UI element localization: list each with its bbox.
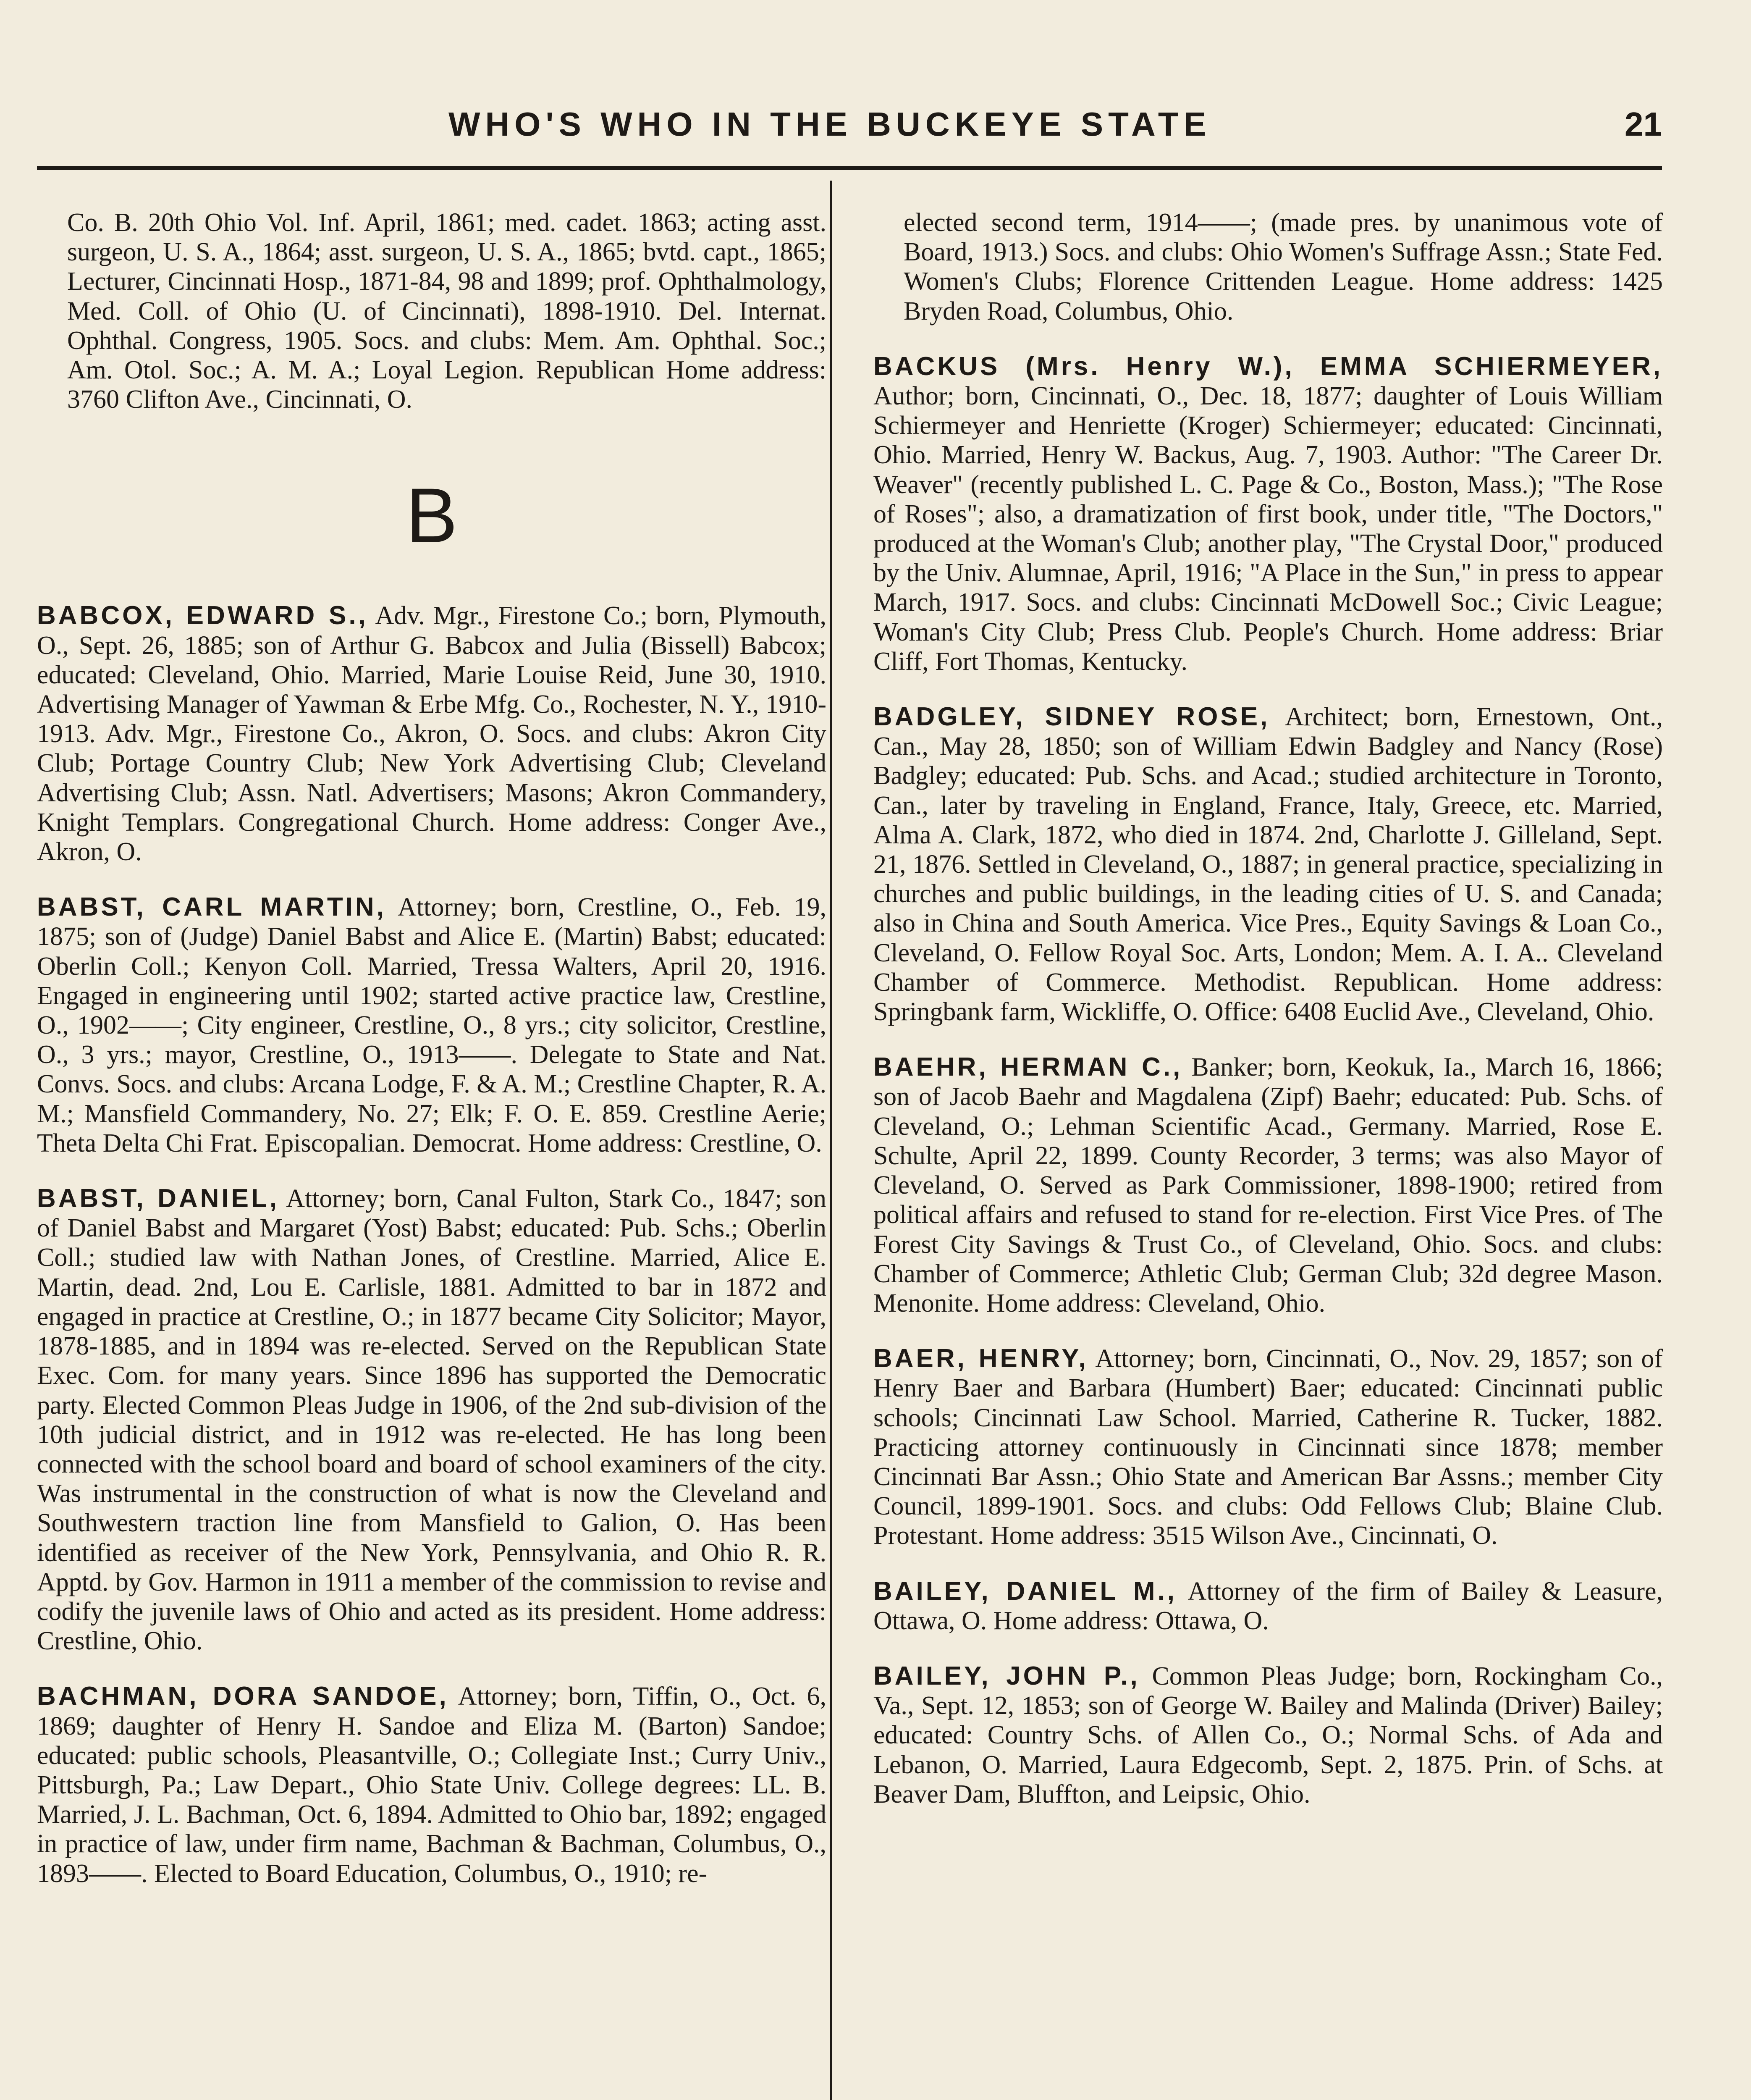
entry-text: Attorney of the firm of Bailey & Leasure, Ottawa, O. Home address: Ottawa, O. bbox=[873, 1577, 1663, 1635]
entry-text: elected second term, 1914——; (made pres. by unanimous vote of Board, 1913.) Socs. and clubs: Ohio Women's Suffrage Assn.; State Fed. Women's Clubs; Florence Crittenden League. Home address: 1425 Bryden Road, Columbus, Ohio. bbox=[904, 208, 1663, 326]
entry-text: Architect; born, Ernestown, Ont., Can., May 28, 1850; son of William Edwin Badgley and Nancy (Rose) Badgley; educated: Pub. Schs. and Acad.; studied architecture in Toronto, Can., later by traveling in England, France, Italy, Greece, etc. Married, Alma A. Clark, 1872, who died in 1874. 2nd, Charlotte J. Gilleland, Sept. 21, 1876. Settled in Cleveland, O., 1887; in general practice, specializing in churches and public buildings, in the leading cities of U. S. and Canada; also in China and South America. Vice Pres., Equity Savings & Loan Co., Cleveland, O. Fellow Royal Soc. Arts, London; Mem. A. I. A.. Cleveland Chamber of Commerce. Methodist. Republican. Home address: Springbank farm, Wickliffe, O. Office: 6408 Euclid Ave., Cleveland, Ohio. bbox=[873, 703, 1663, 1026]
entry-text: Author; born, Cincinnati, O., Dec. 18, 1877; daughter of Louis William Schiermeyer and Henriette (Kroger) Schiermeyer; educated: Cincinnati, Ohio. Married, Henry W. Backus, Aug. 7, 1903. Author: "The Career Dr. Weaver" (recently published L. C. Page & Co., Boston, Mass.); "The Rose of Roses"; also, a dramatization of first book, under title, "The Doctors," produced at the Woman's Club; another play, "The Crystal Door," produced by the Univ. Alumnae, April, 1916; "A Place in the Sun," in press to appear March, 1917. Socs. and clubs: Cincinnati McDowell Soc.; Civic League; Woman's City Club; Press Club. People's Church. Home address: Briar Cliff, Fort Thomas, Kentucky. bbox=[873, 382, 1663, 676]
entry-text: Adv. Mgr., Firestone Co.; born, Plymouth, O., Sept. 26, 1885; son of Arthur G. Babcox and Julia (Bissell) Babcox; educated: Cleveland, Ohio. Married, Marie Louise Reid, June 30, 1910. Advertising Manager of Yawman & Erbe Mfg. Co., Rochester, N. Y., 1910-1913. Adv. Mgr., Firestone Co., Akron, O. Socs. and clubs: Akron City Club; Portage Country Club; New York Advertising Club; Cleveland Advertising Club; Assn. Natl. Advertisers; Masons; Akron Commandery, Knight Templars. Congregational Church. Home address: Conger Ave., Akron, O. bbox=[37, 601, 826, 866]
entry-bachman bbox=[37, 1682, 826, 1888]
entry-bailey-daniel bbox=[873, 1577, 1663, 1635]
running-header bbox=[37, 97, 1662, 160]
right-column bbox=[873, 208, 1663, 1835]
entry-baer bbox=[873, 1344, 1663, 1550]
entry-continuation bbox=[873, 208, 1663, 326]
column-divider bbox=[830, 181, 832, 2100]
entry-name: BAEHR, HERMAN C., bbox=[873, 1053, 1183, 1082]
entry-baehr bbox=[873, 1053, 1663, 1318]
entry-name: BABCOX, EDWARD S., bbox=[37, 601, 368, 630]
entry-text: Attorney; born, Cincinnati, O., Nov. 29, 1857; son of Henry Baer and Barbara (Humbert) Baer; educated: Cincinnati public schools; Cincinnati Law School. Married, Catherine R. Tucker, 1882. Practicing attorney continuously in Cincinnati since 1878; member Cincinnati Bar Assn.; Ohio State and American Bar Assns.; member City Council, 1899-1901. Socs. and clubs: Odd Fellows Club; Blaine Club. Protestant. Home address: 3515 Wilson Ave., Cincinnati, O. bbox=[873, 1344, 1663, 1550]
entry-babst-carl bbox=[37, 892, 826, 1158]
entry-bailey-john bbox=[873, 1662, 1663, 1809]
entry-name: BAILEY, DANIEL M., bbox=[873, 1576, 1177, 1606]
entry-backus bbox=[873, 352, 1663, 676]
entry-text: Co. B. 20th Ohio Vol. Inf. April, 1861; med. cadet. 1863; acting asst. surgeon, U. S. A., 1864; asst. surgeon, U. S. A., 1865; bvtd. capt., 1865; Lecturer, Cincinnati Hosp., 1871-84, 98 and 1899; prof. Ophthalmology, Med. Coll. of Ohio (U. of Cincinnati), 1898-1910. Del. Internat. Ophthal. Congress, 1905. Socs. and clubs: Mem. Am. Ophthal. Soc.; Am. Otol. Soc.; A. M. A.; Loyal Legion. Republican Home address: 3760 Clifton Ave., Cincinnati, O. bbox=[67, 208, 826, 414]
entry-text: Attorney; born, Canal Fulton, Stark Co., 1847; son of Daniel Babst and Margaret (Yost) Babst; educated: Pub. Schs.; Oberlin Coll.; studied law with Nathan Jones, of Crestline. Married, Alice E. Martin, dead. 2nd, Lou E. Carlisle, 1881. Admitted to bar in 1872 and engaged in practice at Crestline, O.; in 1877 became City Solicitor; Mayor, 1878-1885, and in 1894 was re-elected. Served on the Republican State Exec. Com. for many years. Since 1896 has supported the Democratic party. Elected Common Pleas Judge in 1906, of the 2nd sub-division of the 10th judicial district, and in 1912 was re-elected. He has long been connected with the school board and board of school examiners of the city. Was instrumental in the construction of what is now the Cleveland and Southwestern traction line from Mansfield to Galion, O. Has been identified as receiver of the New York, Pennsylvania, and Ohio R. R. Apptd. by Gov. Harmon in 1911 a member of the commission to revise and codify the juvenile laws of Ohio and acted as its president. Home address: Crestline, Ohio. bbox=[37, 1184, 826, 1656]
left-column bbox=[37, 208, 826, 1914]
entry-name: BABST, CARL MARTIN, bbox=[37, 892, 386, 922]
entry-text: Attorney; born, Crestline, O., Feb. 19, 1875; son of (Judge) Daniel Babst and Alice E. (Martin) Babst; educated: Oberlin Coll.; Kenyon Coll. Married, Tressa Walters, April 20, 1916. Engaged in engineering until 1902; started active practice law, Crestline, O., 1902——; City engineer, Crestline, O., 8 yrs.; city solicitor, Crestline, O., 3 yrs.; mayor, Crestline, O., 1913——. Delegate to State and Nat. Convs. Socs. and clubs: Arcana Lodge, F. & A. M.; Crestline Chapter, R. A. M.; Mansfield Commandery, No. 27; Elk; F. O. E. 859. Crestline Aerie; Theta Delta Chi Frat. Episcopalian. Democrat. Home address: Crestline, O. bbox=[37, 893, 826, 1158]
entry-text: Attorney; born, Tiffin, O., Oct. 6, 1869; daughter of Henry H. Sandoe and Eliza M. (Barton) Sandoe; educated: public schools, Pleasantville, O.; Collegiate Inst.; Curry Univ., Pittsburgh, Pa.; Law Depart., Ohio State Univ. College degrees: LL. B. Married, J. L. Bachman, Oct. 6, 1894. Admitted to Ohio bar, 1892; engaged in practice of law, under firm name, Bachman & Bachman, Columbus, O., 1893——. Elected to Board Education, Columbus, O., 1910; re- bbox=[37, 1682, 826, 1888]
entry-name: BAER, HENRY, bbox=[873, 1344, 1088, 1373]
entry-text: Banker; born, Keokuk, Ia., March 16, 1866; son of Jacob Baehr and Magdalena (Zipf) Baehr; educated: Pub. Schs. of Cleveland, O.; Lehman Scientific Acad., Germany. Married, Rose E. Schulte, April 22, 1899. County Recorder, 3 terms; was also Mayor of Cleveland, O. Served as Park Commissioner, 1898-1900; retired from political affairs and refused to stand for re-election. First Vice Pres. of The Forest City Savings & Trust Co., of Cleveland, Ohio. Socs. and clubs: Chamber of Commerce; Athletic Club; German Club; 32d degree Mason. Menonite. Home address: Cleveland, Ohio. bbox=[873, 1053, 1663, 1318]
header-rule bbox=[37, 166, 1662, 170]
page-number: 21 bbox=[1625, 105, 1662, 143]
entry-name: BACKUS (Mrs. Henry W.), EMMA SCHIERMEYER, bbox=[873, 352, 1663, 381]
section-letter: B bbox=[406, 472, 458, 559]
entry-name: BADGLEY, SIDNEY ROSE, bbox=[873, 702, 1270, 732]
entry-name: BABST, DANIEL, bbox=[37, 1184, 280, 1213]
entry-continuation bbox=[37, 208, 826, 414]
entry-name: BAILEY, JOHN P., bbox=[873, 1661, 1140, 1690]
entry-babcox bbox=[37, 601, 826, 866]
running-title: WHO'S WHO IN THE BUCKEYE STATE bbox=[448, 105, 1211, 143]
entry-babst-daniel bbox=[37, 1184, 826, 1656]
entry-name: BACHMAN, DORA SANDOE, bbox=[37, 1682, 449, 1711]
entry-badgley bbox=[873, 702, 1663, 1026]
entry-text: Common Pleas Judge; born, Rockingham Co., Va., Sept. 12, 1853; son of George W. Bailey and Malinda (Driver) Bailey; educated: Country Schs. of Allen Co., O.; Normal Schs. of Ada and Lebanon, O. Married, Laura Edgecomb, Sept. 2, 1875. Prin. of Schs. at Beaver Dam, Bluffton, and Leipsic, Ohio. bbox=[873, 1662, 1663, 1809]
